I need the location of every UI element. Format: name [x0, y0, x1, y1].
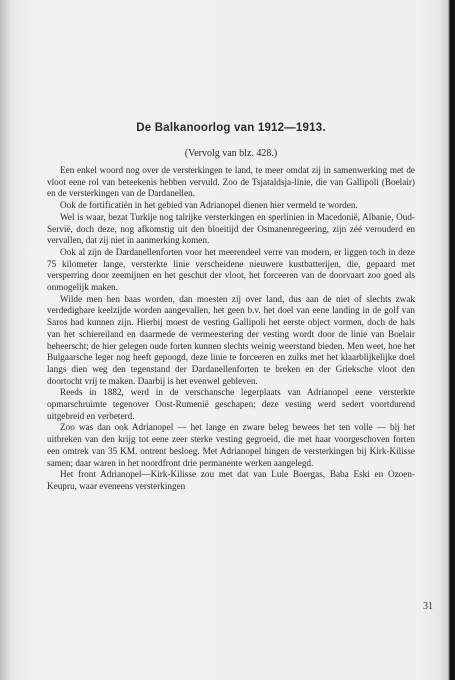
page-edge: [450, 0, 455, 680]
paragraph: Het front Adrianopel—Kirk-Kilisse zou met dat van Lule Boergas, Baba Eski en Ozoen-Keupru, waar eveneens versterkingen: [47, 469, 415, 491]
paragraph: Wilde men hen baas worden, dan moesten zij over land, dus aan de niet of slechts zwak verdedigbare keelzijde worden aangevallen, het geen b.v. het doel van eene landing in de golf van Saros had kunnen zijn. Hierbij moest de vesting Gallipoli het eerste object vormen, doch de hals van het schiereiland en daarmede de vermeestering der vesting wordt door de linie van Boelair beheerscht; de hier gelegen oude forten kunnen slechts weinig weerstand bieden. Men weet, hoe het Bulgaarsche leger nog heeft gepoogd, deze linie te forceeren en zulks met het klaarblijkelijke doel langs dien weg den tegenstand der Dardanellenforten te breken en der Grieksche vloot den doortocht vrij te maken. Daarbij is het evenwel gebleven.: [47, 293, 415, 386]
page-binding-shadow: [0, 0, 12, 680]
paragraph: Wel is waar, bezat Turkije nog talrijke versterkingen en sperlinien in Macedonië, Albanie, Oud-Servië, doch deze, nog afkomstig uit den bloeitijd der Osmanenregeering, zijn zéé verouderd en vervallen, dat zij niet in aanmerking komen.: [47, 211, 415, 246]
article-title: De Balkanoorlog van 1912—1913.: [136, 122, 326, 134]
page-number: 31: [423, 601, 433, 612]
paragraph: Ook de fortificatiën in het gebied van Adrianopel dienen hier vermeld te worden.: [60, 200, 358, 211]
paragraph: Zoo was dan ook Adrianopel — het lange en zware beleg bewees het ten volle — bij het uitbreken van den krijg tot eene zeer sterke vesting gegroeid, die met haar voorgeschoven forten een omtrek van 35 KM. ontrent besloeg. Met Adrianopel hingen de versterkingen bij Kirk-Kilisse samen; daar waren in het noordfront drie permanente werken aangelegd.: [47, 422, 415, 468]
paragraph: Reeds in 1882, werd in de verschansche legerplaats van Adrianopel eene versterkte opmarschruimte tegenover Oost-Rumenië geschapen; deze vesting werd sedert voortdurend uitgebreid en verbeterd.: [47, 387, 415, 421]
paragraph: Ook al zijn de Dardanellenforten voor het meerendeel verre van modern, er liggen toch in deze 75 kilometer lange, versterkte linie verscheidene nieuwere kustbatterijen, die, gepaard met versperring door zeemijnen en het geschut der vloot, het forceeren van de doorvaart zoo goed als onmogelijk maken.: [47, 246, 415, 293]
article: [47, 122, 415, 493]
paragraph: Een enkel woord nog over de versterkingen te land, te meer omdat zij in samenwerking met de vloot eene rol van beteekenis hebben vervuld. Zoo de Tsjataldsja-linie, die van Gallipoli (Boelair) en de versterkingen van de Dardanellen.: [47, 165, 415, 199]
article-subtitle: (Vervolg van blz. 428.): [184, 148, 278, 159]
